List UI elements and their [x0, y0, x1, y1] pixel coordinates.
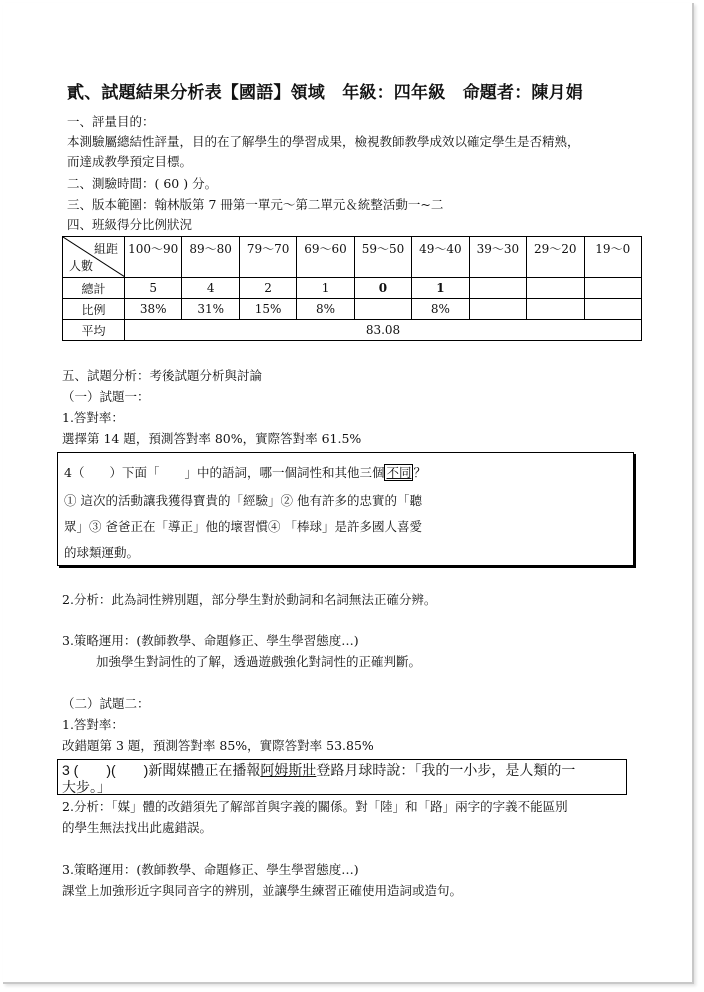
section-2-time: 二、測驗時間：( 60 ) 分。: [67, 176, 218, 191]
range-header: 69～60: [297, 237, 354, 278]
q2-box-line-1-end: 登路月球時說：「我的一小步，是人類的一: [316, 762, 576, 778]
row-label-ratio: 比例: [63, 299, 125, 320]
section-3-scope: 三、版本範圍：翰林版第 7 冊第一單元～第二單元＆統整活動一~二: [67, 197, 444, 212]
page-title: 貳、試題結果分析表【國語】領域 年級：四年級 命題者：陳月娟: [67, 83, 583, 103]
q1-box-line-4: 的球類運動。: [64, 545, 140, 560]
q2-box-line-1-text: 3 ( )( )新聞媒體正在播報: [62, 762, 261, 778]
ratio-cell: 8%: [412, 299, 469, 320]
table-row-average: [63, 320, 642, 341]
q2-heading: （二）試題二：: [62, 696, 150, 711]
range-header: 19～0: [584, 237, 642, 278]
total-cell: 1: [297, 278, 354, 299]
ratio-cell: 15%: [239, 299, 296, 320]
q2-box-line-1: [62, 760, 575, 780]
table-corner-cell: [63, 237, 125, 278]
q1-rate-text: 選擇第 14 題，預測答對率 80%，實際答對率 61.5%: [62, 431, 362, 446]
ratio-cell: [354, 299, 411, 320]
total-cell: [584, 278, 642, 299]
q2-analysis-line-2: 的學生無法找出此處錯誤。: [62, 820, 213, 835]
range-header: 89～80: [182, 237, 239, 278]
table-row-ratio: [63, 299, 642, 320]
ratio-cell: [527, 299, 584, 320]
q2-rate-heading: 1.答對率：: [62, 717, 124, 732]
row-label-average: 平均: [63, 320, 125, 341]
corner-label-count: 人數: [69, 259, 94, 273]
row-label-total: 總計: [63, 278, 125, 299]
q1-box-line-1-end: ？: [413, 465, 426, 480]
section-1-line-1: 本測驗屬總結性評量，目的在了解學生的學習成果，檢視教師教學成效以確定學生是否精熟，: [67, 134, 580, 149]
q1-box-line-2: ① 這次的活動讓我獲得寶貴的「經驗」② 他有許多的忠實的「聽: [64, 493, 422, 508]
q1-emphasis-different: 不同: [386, 465, 412, 480]
total-cell: 2: [239, 278, 296, 299]
range-header: 49～40: [412, 237, 469, 278]
q1-question-box: [57, 452, 634, 566]
range-header: 79～70: [239, 237, 296, 278]
total-cell: [527, 278, 584, 299]
q1-box-line-1-text: 4（ ）下面「 」中的語詞，哪一個詞性和其他三個: [64, 465, 385, 480]
table-header-row: [63, 237, 642, 278]
ratio-cell: 8%: [297, 299, 354, 320]
total-cell: 0: [354, 278, 411, 299]
range-header: 59～50: [354, 237, 411, 278]
q1-rate-heading: 1.答對率：: [62, 410, 124, 425]
total-cell: 5: [125, 278, 182, 299]
section-4-heading: 四、班級得分比例狀況: [67, 217, 193, 232]
section-1-line-2: 而達成教學預定目標。: [67, 154, 193, 169]
range-header: 29～20: [527, 237, 584, 278]
score-distribution-table: [62, 236, 642, 341]
section-1-heading: 一、評量目的：: [67, 114, 155, 129]
average-cell: 83.08: [125, 320, 642, 341]
ratio-cell: 38%: [125, 299, 182, 320]
table-row-total: [63, 278, 642, 299]
q1-box-line-3: 眾」③ 爸爸正在「導正」他的壞習慣④ 「棒球」是許多國人喜愛: [64, 519, 422, 534]
ratio-cell: [584, 299, 642, 320]
q2-person-name: 阿姆斯壯: [260, 762, 317, 778]
range-header: 100～90: [125, 237, 182, 278]
q2-question-box: [57, 759, 627, 795]
total-cell: 4: [182, 278, 239, 299]
q1-strategy-heading: 3.策略運用：(教師教學、命題修正、學生學習態度…): [62, 633, 359, 648]
ratio-cell: 31%: [182, 299, 239, 320]
q1-box-line-1: [64, 463, 426, 481]
total-cell: [469, 278, 526, 299]
corner-label-range: 組距: [93, 242, 118, 256]
q2-rate-text: 改錯題第 3 題，預測答對率 85%，實際答對率 53.85%: [62, 738, 374, 753]
total-cell: 1: [412, 278, 469, 299]
q1-strategy-text: 加強學生對詞性的了解，透過遊戲強化對詞性的正確判斷。: [96, 654, 422, 669]
section-5-heading: 五、試題分析：考後試題分析與討論: [62, 368, 263, 383]
ratio-cell: [469, 299, 526, 320]
q2-analysis-line-1: 2.分析：「媒」體的改錯須先了解部首與字義的關係。對「陸」和「路」兩字的字義不能區別: [62, 799, 568, 814]
q2-strategy-heading: 3.策略運用：(教師教學、命題修正、學生學習態度…): [62, 862, 359, 877]
q2-box-line-2: 大步。」: [62, 779, 111, 795]
q1-analysis: 2.分析：此為詞性辨別題，部分學生對於動詞和名詞無法正確分辨。: [62, 592, 437, 607]
q1-heading: （一）試題一：: [62, 389, 150, 404]
q2-strategy-text: 課堂上加強形近字與同音字的辨別，並讓學生練習正確使用造詞或造句。: [62, 883, 463, 898]
range-header: 39～30: [469, 237, 526, 278]
